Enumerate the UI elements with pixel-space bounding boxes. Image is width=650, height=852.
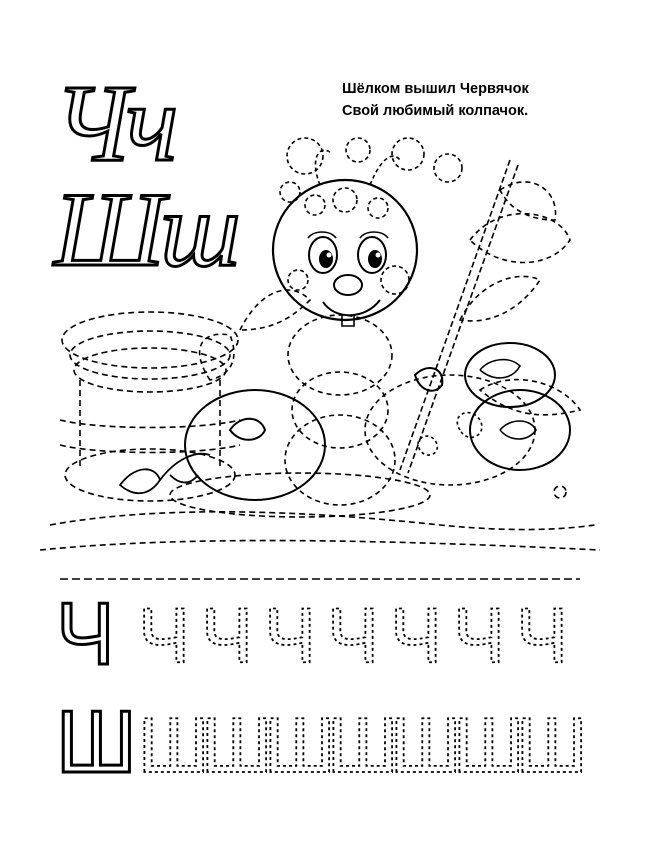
solid-letter-sha: Ш <box>56 700 137 780</box>
poem-line-1: Шёлком вышил Червячок <box>342 81 529 97</box>
worm-head <box>273 180 417 326</box>
letters-che-title: Чч <box>54 62 175 184</box>
needle <box>400 160 518 473</box>
dashed-guide-line <box>60 577 580 581</box>
tracing-row-che-svg <box>56 592 596 672</box>
poem <box>342 78 632 122</box>
dashed-guide-line-svg <box>60 577 580 581</box>
dashed-letter-sha: Ш <box>327 701 399 780</box>
tracing-row-che <box>56 592 596 672</box>
dashed-letter-sha: Ш <box>453 701 525 780</box>
dashed-letter-che: Ч <box>516 592 568 672</box>
thread-spool <box>60 312 240 501</box>
dashed-letter-sha: Ш <box>390 701 462 780</box>
ground <box>40 473 600 550</box>
dashed-letters-sha <box>138 701 588 780</box>
dashed-letter-sha: Ш <box>264 701 336 780</box>
worm-illustration <box>40 130 600 570</box>
dashed-letter-che: Ч <box>201 592 253 672</box>
dashed-letter-che: Ч <box>390 592 442 672</box>
dashed-letter-sha: Ш <box>201 701 273 780</box>
letters-sha-title: Шш <box>54 171 237 280</box>
poem-line-2: Свой любимый колпачок. <box>342 103 529 119</box>
tracing-row-sha-svg <box>56 700 596 780</box>
dashed-letters-che <box>138 592 568 672</box>
worm-illustration-svg <box>40 130 600 570</box>
dashed-letter-che: Ч <box>453 592 505 672</box>
decor-dots <box>280 138 462 202</box>
tracing-row-sha <box>56 700 596 780</box>
dashed-letter-che: Ч <box>327 592 379 672</box>
solid-letter-che: Ч <box>56 592 115 672</box>
worm-hat-spots <box>288 188 409 294</box>
worm-antennae <box>315 150 400 185</box>
dashed-letter-che: Ч <box>264 592 316 672</box>
worm-hands <box>230 368 442 440</box>
dashed-letter-che: Ч <box>138 592 190 672</box>
flower-bud <box>120 454 210 493</box>
leaves-dashed <box>200 182 580 415</box>
dashed-letter-sha: Ш <box>516 701 588 780</box>
dashed-letter-sha: Ш <box>138 701 210 780</box>
